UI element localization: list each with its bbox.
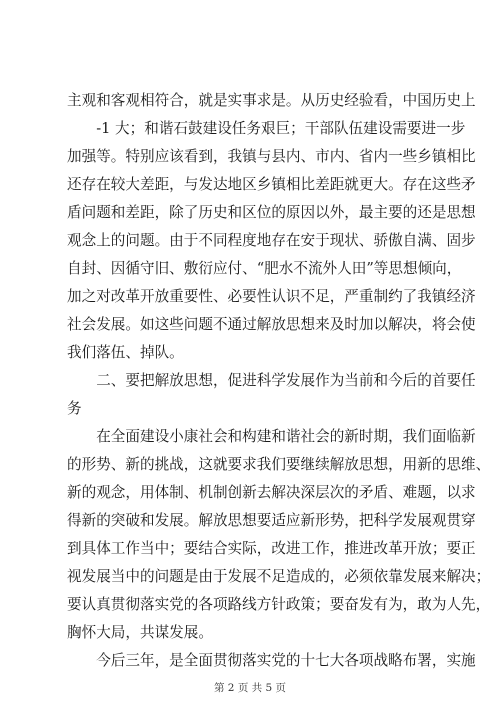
body-line-2: -1 大；和谐石鼓建设任务艰巨；干部队伍建设需要进一步 <box>67 120 466 137</box>
body-line-3: 加强等。特别应该看到，我镇与县内、市内、省内一些乡镇相比 <box>67 148 476 165</box>
body-line-9: 社会发展。如这些问题不通过解放思想来及时加以解决，将会使 <box>67 316 476 333</box>
section-heading-line-1: 二、要把解放思想，促进科学发展作为当前和今后的首要任 <box>67 372 476 389</box>
page-number-footer: 第 2 页 共 5 页 <box>213 682 287 694</box>
body-line-14: 的形势、新的挑战，这就要求我们要继续解放思想，用新的思维、 <box>67 456 491 473</box>
body-line-15: 新的观念，用体制、机制创新去解决深层次的矛盾、难题，以求 <box>67 484 476 501</box>
body-line-1: 主观和客观相符合，就是实事求是。从历史经验看，中国历史上 <box>67 92 476 109</box>
body-line-16: 得新的突破和发展。解放思想要适应新形势，把科学发展观贯穿 <box>67 512 476 529</box>
section-heading-line-2: 务 <box>67 400 82 417</box>
body-line-21: 今后三年，是全面贯彻落实党的十七大各项战略布署，实施 <box>67 652 476 669</box>
body-line-4: 还存在较大差距，与发达地区乡镇相比差距就更大。存在这些矛 <box>67 176 476 193</box>
body-line-6: 观念上的问题。由于不同程度地存在安于现状、骄傲自满、固步 <box>67 232 476 249</box>
body-line-17: 到具体工作当中；要结合实际，改进工作，推进改革开放；要正 <box>67 540 476 557</box>
body-line-18: 视发展当中的问题是由于发展不足造成的，必须依靠发展来解决； <box>67 568 491 585</box>
body-line-20: 胸怀大局，共谋发展。 <box>67 624 213 641</box>
body-line-19: 要认真贯彻落实党的各项路线方针政策；要奋发有为，敢为人先， <box>67 596 491 613</box>
body-line-7: 自封、因循守旧、敷衍应付、“肥水不流外人田”等思想倾向， <box>67 260 462 277</box>
body-line-10: 我们落伍、掉队。 <box>67 344 184 361</box>
body-line-13: 在全面建设小康社会和构建和谐社会的新时期，我们面临新 <box>67 428 476 445</box>
body-line-5: 盾问题和差距，除了历史和区位的原因以外，最主要的还是思想 <box>67 204 476 221</box>
body-line-8: 加之对改革开放重要性、必要性认识不足，严重制约了我镇经济 <box>67 288 476 305</box>
